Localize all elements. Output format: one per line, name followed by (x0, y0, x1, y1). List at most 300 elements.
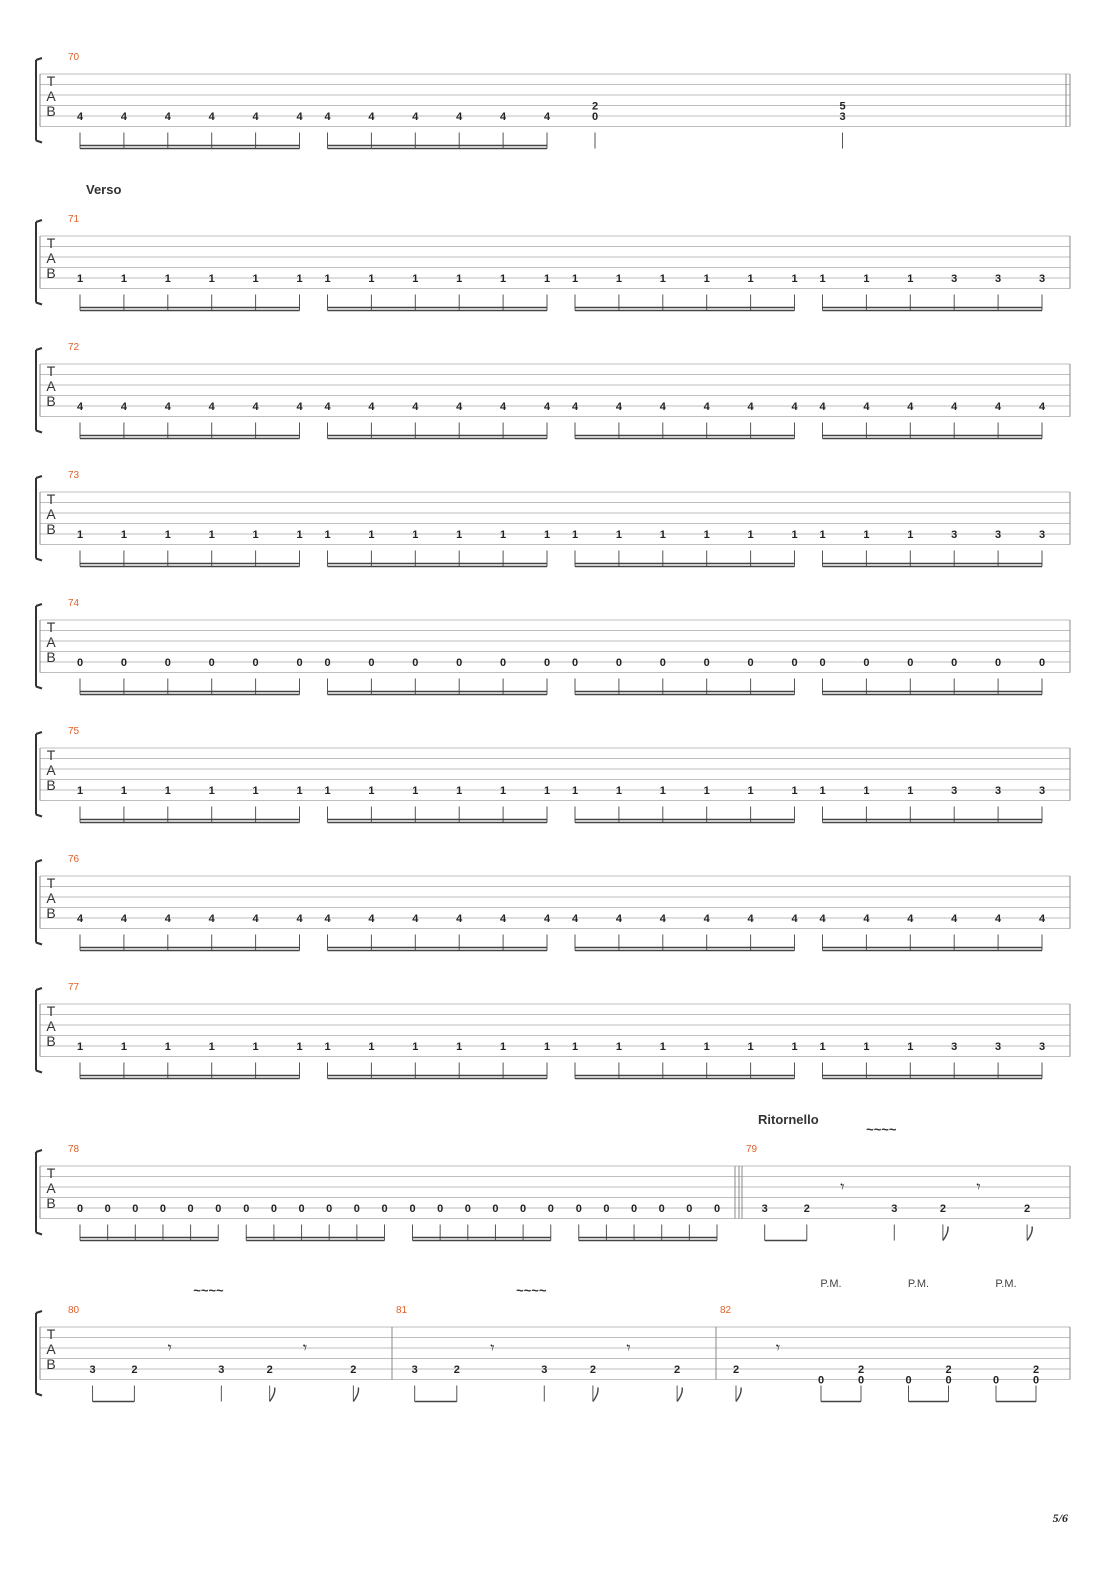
fret-number: 4 (863, 401, 870, 413)
fret-number: 0 (492, 1203, 499, 1215)
fret-number: 0 (159, 1203, 167, 1215)
fret-number: 1 (164, 529, 171, 541)
tab-clef-letter: T (46, 363, 56, 379)
fret-number: 0 (951, 657, 958, 669)
fret-number: 0 (132, 1203, 139, 1215)
fret-number: 2 (266, 1364, 273, 1376)
fret-number: 1 (368, 273, 375, 285)
fret-number: 4 (208, 111, 215, 123)
tab-clef-letter: B (46, 649, 56, 665)
fret-number: 4 (863, 913, 870, 925)
fret-number: 1 (907, 1041, 914, 1053)
eighth-rest: 𝄾 (167, 1340, 172, 1357)
fret-number: 0 (907, 657, 914, 669)
fret-number: 0 (353, 1203, 360, 1215)
note-flag (736, 1388, 741, 1402)
fret-number: 4 (500, 111, 507, 123)
fret-number: 1 (615, 785, 622, 797)
fret-number: 1 (324, 273, 331, 285)
measure-72 (68, 342, 1046, 439)
measure-79 (742, 1122, 1032, 1241)
fret-number: 0 (368, 657, 375, 669)
fret-number: 3 (995, 273, 1002, 285)
fret-number: 0 (703, 657, 710, 669)
tab-clef-letter: A (46, 1018, 56, 1034)
system-bracket (36, 220, 42, 305)
fret-number: 4 (615, 913, 622, 925)
fret-number: 0 (747, 657, 754, 669)
fret-number: 0 (412, 657, 419, 669)
fret-number: 0 (819, 657, 826, 669)
fret-number: 1 (456, 273, 463, 285)
fret-number: 3 (995, 785, 1002, 797)
fret-number: 4 (120, 913, 127, 925)
system-bracket (36, 988, 42, 1073)
fret-number: 4 (164, 913, 171, 925)
tab-clef-letter: A (46, 250, 56, 266)
tab-clef-letter: T (46, 1326, 56, 1342)
fret-number: 4 (456, 401, 463, 413)
tab-staff (36, 182, 1070, 311)
tab-clef-letter: T (46, 1003, 56, 1019)
fret-number: 1 (615, 1041, 622, 1053)
fret-number: 4 (703, 401, 710, 413)
fret-number: 1 (791, 1041, 798, 1053)
fret-number: 1 (543, 1041, 551, 1053)
measure-number: 78 (68, 1144, 80, 1155)
measure-81 (392, 1283, 682, 1402)
fret-number: 4 (456, 913, 463, 925)
fret-number: 1 (791, 785, 798, 797)
fret-number: 1 (164, 273, 171, 285)
fret-number: 3 (1038, 273, 1046, 285)
fret-number: 1 (615, 529, 622, 541)
fret-number: 4 (324, 401, 331, 413)
measure-78 (68, 1144, 739, 1241)
fret-number: 4 (747, 401, 754, 413)
fret-number: 3 (761, 1203, 768, 1215)
fret-number: 4 (412, 401, 419, 413)
fret-number: 1 (659, 1041, 666, 1053)
fret-number: 0 (992, 1374, 1000, 1387)
vibrato-mark: ~~~~ (866, 1122, 897, 1137)
measure-number: 71 (68, 214, 80, 225)
fret-number: 1 (500, 1041, 507, 1053)
fret-number: 1 (368, 785, 375, 797)
fret-number: 4 (252, 111, 259, 123)
fret-number: 1 (76, 1041, 84, 1053)
fret-number: 1 (208, 529, 215, 541)
measure-80 (68, 1283, 359, 1402)
fret-number: 4 (907, 401, 914, 413)
fret-number: 0 (575, 1203, 582, 1215)
fret-number: 0 (615, 657, 622, 669)
section-label: Verso (86, 182, 122, 197)
fret-number: 1 (324, 529, 331, 541)
fret-number: 1 (76, 273, 84, 285)
fret-number: 1 (76, 785, 84, 797)
fret-number: 4 (907, 913, 914, 925)
fret-number: 1 (791, 529, 798, 541)
fret-number: 1 (120, 529, 127, 541)
fret-number: 1 (863, 1041, 870, 1053)
measure-71 (68, 214, 1045, 311)
fret-number: 4 (208, 401, 215, 413)
fret-number: 4 (208, 913, 215, 925)
measure-number: 81 (396, 1305, 408, 1316)
fret-number: 1 (252, 785, 259, 797)
fret-number: 4 (791, 401, 798, 413)
measure-number: 73 (68, 470, 80, 481)
measure-number: 75 (68, 726, 80, 737)
fret-number: 3 (411, 1364, 418, 1376)
tab-clef-letter: T (46, 73, 56, 89)
fret-number: 0 (543, 657, 551, 669)
palm-mute-label: P.M. (995, 1278, 1017, 1290)
measure-number: 79 (746, 1144, 758, 1155)
fret-number: 1 (907, 273, 914, 285)
measure-number: 72 (68, 342, 80, 353)
fret-number: 0 (905, 1374, 912, 1387)
vibrato-mark: ~~~~ (193, 1283, 224, 1298)
tab-staff (36, 52, 1070, 149)
fret-number: 1 (296, 529, 303, 541)
tab-staff (36, 598, 1070, 695)
fret-number: 1 (412, 1041, 419, 1053)
fret-number: 1 (703, 273, 710, 285)
fret-number: 0 (456, 657, 463, 669)
palm-mute-label: P.M. (820, 1278, 842, 1290)
fret-number: 4 (615, 401, 622, 413)
measure-number: 76 (68, 854, 80, 865)
fret-number: 0 (76, 1203, 84, 1215)
fret-number: 4 (571, 401, 579, 413)
fret-number: 3 (995, 529, 1002, 541)
tab-clef-letter: B (46, 1356, 56, 1372)
eighth-rest: 𝄾 (626, 1340, 631, 1357)
fret-number: 1 (324, 1041, 331, 1053)
fret-number: 3 (218, 1364, 225, 1376)
fret-number: 1 (659, 529, 666, 541)
fret-number: 4 (543, 401, 551, 413)
tab-clef-letter: T (46, 235, 56, 251)
fret-number: 2 (1024, 1203, 1031, 1215)
fret-number: 4 (819, 401, 826, 413)
fret-number: 2 (589, 1364, 596, 1376)
tab-staff (36, 1278, 1070, 1402)
fret-number: 1 (296, 785, 303, 797)
fret-number: 3 (951, 529, 958, 541)
fret-number: 1 (456, 1041, 463, 1053)
measure-number: 77 (68, 982, 80, 993)
fret-number: 4 (164, 111, 171, 123)
fret-number: 4 (791, 913, 798, 925)
fret-number: 4 (995, 401, 1002, 413)
fret-number: 1 (164, 785, 171, 797)
tab-clef-letter: B (46, 393, 56, 409)
fret-number: 1 (412, 785, 419, 797)
fret-number: 1 (208, 785, 215, 797)
fret-number: 2 (939, 1203, 946, 1215)
fret-number: 1 (120, 273, 127, 285)
tab-clef-letter: B (46, 103, 56, 119)
fret-number: 2 (131, 1364, 138, 1376)
fret-number: 2 (803, 1203, 810, 1215)
fret-number: 1 (615, 273, 622, 285)
fret-number: 1 (571, 529, 579, 541)
measure-70 (68, 52, 1070, 149)
measure-number: 74 (68, 598, 80, 609)
fret-number: 4 (995, 913, 1002, 925)
fret-number: 1 (747, 529, 754, 541)
fret-number: 0 (1032, 1374, 1040, 1387)
fret-number: 4 (296, 913, 303, 925)
fret-number: 1 (747, 273, 754, 285)
eighth-rest: 𝄾 (490, 1340, 495, 1357)
fret-number: 0 (686, 1203, 693, 1215)
fret-number: 2 (732, 1364, 740, 1376)
tab-clef-letter: A (46, 88, 56, 104)
fret-number: 1 (659, 273, 666, 285)
fret-number: 1 (863, 529, 870, 541)
fret-number: 1 (296, 273, 303, 285)
fret-number: 4 (412, 111, 419, 123)
tab-clef-letter: A (46, 506, 56, 522)
fret-number: 4 (500, 913, 507, 925)
fret-number: 1 (571, 1041, 579, 1053)
tab-clef-letter: T (46, 491, 56, 507)
fret-number: 4 (819, 913, 826, 925)
fret-number: 3 (951, 785, 958, 797)
fret-number: 4 (571, 913, 579, 925)
fret-number: 1 (500, 273, 507, 285)
fret-number: 0 (76, 657, 84, 669)
measure-number: 70 (68, 52, 80, 63)
fret-number: 4 (296, 111, 303, 123)
fret-number: 4 (1038, 913, 1046, 925)
fret-number: 0 (591, 111, 599, 123)
note-flag (677, 1388, 682, 1402)
section-label: Ritornello (758, 1112, 819, 1127)
fret-number: 0 (791, 657, 798, 669)
fret-number: 1 (500, 785, 507, 797)
fret-number: 0 (547, 1203, 554, 1215)
fret-number: 0 (995, 657, 1002, 669)
fret-number: 0 (252, 657, 259, 669)
note-flag (943, 1227, 948, 1241)
system-bracket (36, 476, 42, 561)
fret-number: 4 (412, 913, 419, 925)
measure-82 (716, 1278, 1039, 1402)
fret-number: 1 (543, 529, 551, 541)
fret-number: 0 (658, 1203, 665, 1215)
fret-number: 1 (907, 529, 914, 541)
tab-staff (36, 470, 1070, 567)
fret-number: 4 (76, 111, 84, 123)
eighth-rest: 𝄾 (840, 1179, 845, 1196)
fret-number: 0 (324, 657, 331, 669)
system-bracket (36, 604, 42, 689)
fret-number: 1 (456, 785, 463, 797)
fret-number: 1 (412, 529, 419, 541)
fret-number: 1 (456, 529, 463, 541)
fret-number: 1 (703, 785, 710, 797)
tab-clef-letter: A (46, 762, 56, 778)
note-flag (593, 1388, 598, 1402)
palm-mute-label: P.M. (907, 1278, 930, 1290)
measure-number: 82 (720, 1305, 732, 1316)
fret-number: 0 (296, 657, 303, 669)
note-flag (270, 1388, 275, 1402)
fret-number: 1 (208, 1041, 215, 1053)
tab-clef-letter: B (46, 265, 56, 281)
fret-number: 1 (863, 785, 870, 797)
system-bracket (36, 732, 42, 817)
fret-number: 2 (453, 1364, 460, 1376)
fret-number: 4 (120, 111, 127, 123)
tab-clef-letter: A (46, 890, 56, 906)
fret-number: 0 (603, 1203, 610, 1215)
fret-number: 1 (703, 1041, 710, 1053)
fret-number: 4 (252, 401, 259, 413)
fret-number: 1 (571, 785, 579, 797)
system-bracket (36, 860, 42, 945)
fret-number: 0 (520, 1203, 527, 1215)
fret-number: 1 (747, 1041, 754, 1053)
fret-number: 0 (208, 657, 215, 669)
fret-number: 4 (324, 111, 331, 123)
fret-number: 4 (747, 913, 754, 925)
fret-number: 1 (791, 273, 798, 285)
fret-number: 4 (500, 401, 507, 413)
page-number: 5/6 (1052, 1511, 1068, 1525)
note-flag (353, 1388, 358, 1402)
fret-number: 3 (89, 1364, 96, 1376)
tab-staff (36, 1112, 1070, 1241)
tab-staff (36, 726, 1070, 823)
system-bracket (36, 58, 42, 143)
fret-number: 4 (659, 913, 666, 925)
measure-76 (68, 854, 1046, 951)
fret-number: 0 (659, 657, 666, 669)
tab-staff (36, 342, 1070, 439)
eighth-rest: 𝄾 (976, 1179, 981, 1196)
fret-number: 4 (703, 913, 710, 925)
fret-number: 0 (104, 1203, 111, 1215)
tab-clef-letter: T (46, 1165, 56, 1181)
fret-number: 1 (863, 273, 870, 285)
fret-number: 0 (630, 1203, 638, 1215)
fret-number: 5 (839, 100, 846, 113)
fret-number: 4 (296, 401, 303, 413)
tab-clef-letter: A (46, 1341, 56, 1357)
tab-clef-letter: A (46, 378, 56, 394)
fret-number: 0 (863, 657, 870, 669)
fret-number: 1 (252, 273, 259, 285)
fret-number: 1 (208, 273, 215, 285)
fret-number: 0 (409, 1203, 416, 1215)
fret-number: 4 (164, 401, 171, 413)
fret-number: 3 (839, 111, 846, 123)
tab-clef-letter: B (46, 1033, 56, 1049)
fret-number: 1 (120, 1041, 127, 1053)
fret-number: 3 (951, 273, 958, 285)
fret-number: 1 (412, 273, 419, 285)
fret-number: 3 (1038, 785, 1046, 797)
system-bracket (36, 348, 42, 433)
fret-number: 4 (76, 401, 84, 413)
tab-clef-letter: A (46, 634, 56, 650)
tab-clef-letter: T (46, 875, 56, 891)
fret-number: 3 (1038, 529, 1046, 541)
fret-number: 3 (951, 1041, 958, 1053)
fret-number: 1 (543, 273, 551, 285)
tab-clef-letter: B (46, 905, 56, 921)
fret-number: 0 (270, 1203, 277, 1215)
fret-number: 2 (674, 1364, 681, 1376)
fret-number: 0 (381, 1203, 388, 1215)
system-bracket (36, 1311, 42, 1396)
measure-74 (68, 598, 1045, 695)
fret-number: 4 (368, 401, 375, 413)
fret-number: 1 (819, 529, 826, 541)
measure-77 (68, 982, 1045, 1079)
fret-number: 1 (368, 1041, 375, 1053)
fret-number: 4 (543, 913, 551, 925)
fret-number: 0 (164, 657, 171, 669)
fret-number: 0 (464, 1203, 471, 1215)
fret-number: 1 (543, 785, 551, 797)
fret-number: 0 (120, 657, 127, 669)
fret-number: 4 (368, 111, 375, 123)
fret-number: 0 (1038, 657, 1046, 669)
system-bracket (36, 1150, 42, 1235)
fret-number: 1 (571, 273, 579, 285)
fret-number: 2 (350, 1364, 357, 1376)
note-flag (1027, 1227, 1032, 1241)
tab-clef-letter: T (46, 619, 56, 635)
fret-number: 1 (659, 785, 666, 797)
fret-number: 4 (324, 913, 331, 925)
fret-number: 1 (907, 785, 914, 797)
fret-number: 4 (76, 913, 84, 925)
fret-number: 3 (1038, 1041, 1046, 1053)
fret-number: 1 (703, 529, 710, 541)
fret-number: 1 (324, 785, 331, 797)
fret-number: 3 (541, 1364, 548, 1376)
fret-number: 1 (252, 1041, 259, 1053)
fret-number: 0 (713, 1203, 721, 1215)
fret-number: 1 (368, 529, 375, 541)
fret-number: 4 (456, 111, 463, 123)
fret-number: 1 (76, 529, 84, 541)
fret-number: 1 (164, 1041, 171, 1053)
tab-clef-letter: B (46, 521, 56, 537)
fret-number: 1 (500, 529, 507, 541)
tab-clef-letter: B (46, 777, 56, 793)
eighth-rest: 𝄾 (302, 1340, 308, 1357)
fret-number: 1 (252, 529, 259, 541)
fret-number: 1 (747, 785, 754, 797)
fret-number: 0 (500, 657, 507, 669)
fret-number: 0 (215, 1203, 222, 1215)
fret-number: 1 (120, 785, 127, 797)
fret-number: 2 (591, 100, 599, 113)
measure-73 (68, 470, 1045, 567)
fret-number: 1 (296, 1041, 303, 1053)
fret-number: 0 (187, 1203, 194, 1215)
fret-number: 0 (298, 1203, 305, 1215)
